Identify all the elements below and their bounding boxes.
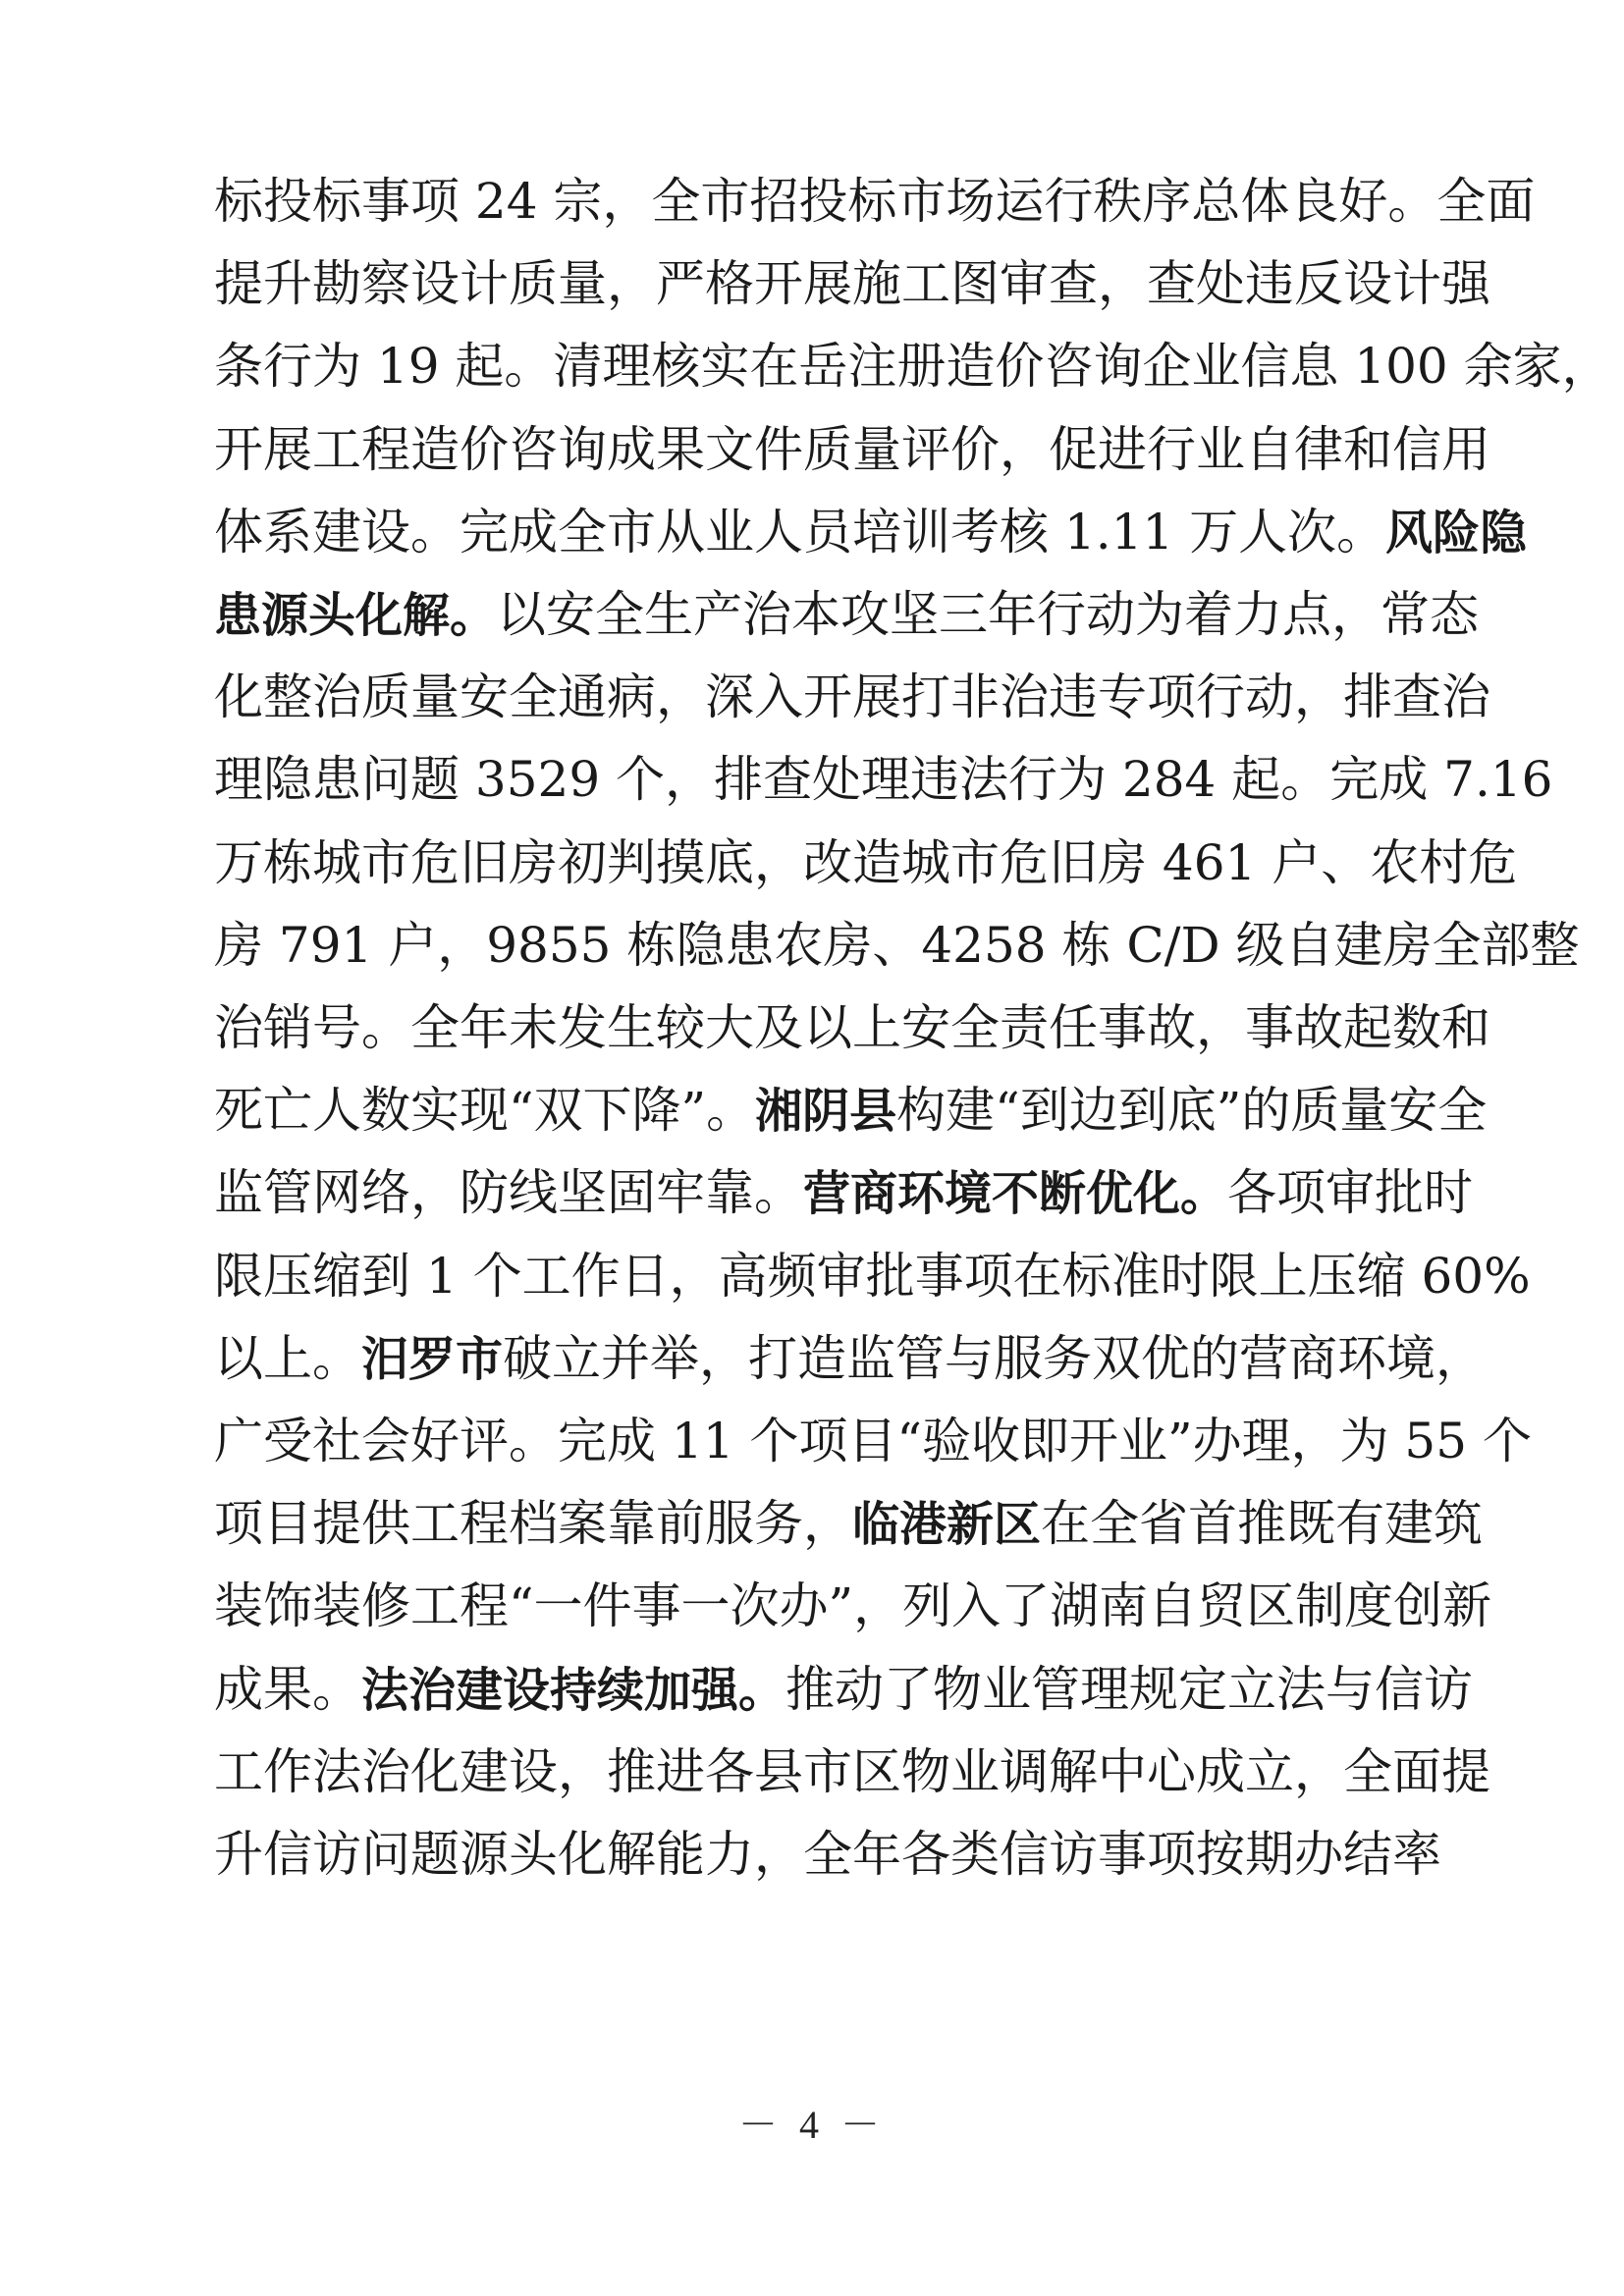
text-run: 装饰装修工程“一件事一次办”，列入了湖南自贸区制度创新 bbox=[214, 1577, 1492, 1635]
text-line bbox=[214, 1151, 1474, 1234]
text-run: 成果。 bbox=[214, 1660, 361, 1718]
text-line bbox=[214, 987, 1490, 1069]
text-line bbox=[214, 1482, 1484, 1565]
text-line bbox=[214, 408, 1490, 491]
bold-phrase: 营商环境不断优化。 bbox=[803, 1166, 1228, 1222]
text-run: 条行为 19 起。清理核实在岳注册造价咨询企业信息 100 余家， bbox=[214, 338, 1611, 396]
text-line bbox=[214, 573, 1480, 656]
text-line bbox=[214, 160, 1536, 242]
text-run: 以安全生产治本攻坚三年行动为着力点，常态 bbox=[497, 586, 1480, 643]
text-run: 推动了物业管理规定立法与信访 bbox=[785, 1660, 1474, 1718]
text-run: 在全省首推既有建筑 bbox=[1041, 1495, 1484, 1553]
text-run: 死亡人数实现“双下降”。 bbox=[214, 1082, 756, 1140]
text-line bbox=[214, 738, 1553, 821]
text-line bbox=[214, 1731, 1490, 1813]
text-line bbox=[214, 325, 1611, 407]
text-line bbox=[214, 491, 1528, 573]
text-run: 工作法治化建设，推进各县市区物业调解中心成立，全面提 bbox=[214, 1742, 1490, 1800]
text-line bbox=[214, 656, 1490, 738]
text-line bbox=[214, 822, 1518, 904]
bold-phrase: 临港新区 bbox=[852, 1497, 1042, 1553]
text-run: 广受社会好评。完成 11 个项目“验收即开业”办理，为 55 个 bbox=[214, 1413, 1532, 1469]
text-line bbox=[214, 1648, 1474, 1731]
text-run: 房 791 户，9855 栋隐患农房、4258 栋 C/D 级自建房全部整 bbox=[214, 916, 1580, 974]
text-run: 各项审批时 bbox=[1227, 1164, 1474, 1222]
text-run: 监管网络，防线坚固牢靠。 bbox=[214, 1164, 803, 1222]
text-run: 体系建设。完成全市从业人员培训考核 1.11 万人次。 bbox=[214, 503, 1386, 561]
bold-phrase: 汨罗市 bbox=[361, 1331, 504, 1387]
page-number: － 4 － bbox=[738, 2103, 886, 2147]
text-line bbox=[214, 1069, 1488, 1151]
text-run: 限压缩到 1 个工作日，高频审批事项在标准时限上压缩 60% bbox=[214, 1247, 1531, 1305]
bold-phrase: 风险隐 bbox=[1385, 505, 1528, 561]
text-run: 理隐患问题 3529 个，排查处理违法行为 284 起。完成 7.16 bbox=[214, 751, 1553, 809]
text-line bbox=[214, 1400, 1532, 1482]
text-run: 项目提供工程档案靠前服务， bbox=[214, 1495, 852, 1553]
text-run: 化整治质量安全通病，深入开展打非治违专项行动，排查治 bbox=[214, 668, 1490, 726]
bold-phrase: 湘阴县 bbox=[755, 1084, 897, 1140]
text-run: 以上。 bbox=[214, 1329, 361, 1387]
text-run: 提升勘察设计质量，严格开展施工图审查，查处违反设计强 bbox=[214, 255, 1490, 313]
text-run: 开展工程造价咨询成果文件质量评价，促进行业自律和信用 bbox=[214, 420, 1490, 478]
text-run: 治销号。全年未发生较大及以上安全责任事故，事故起数和 bbox=[214, 999, 1490, 1056]
text-run: 破立并举，打造监管与服务双优的营商环境， bbox=[503, 1329, 1486, 1387]
text-line bbox=[214, 904, 1580, 987]
bold-phrase: 患源头化解。 bbox=[214, 588, 498, 643]
text-run: 标投标事项 24 宗，全市招投标市场运行秩序总体良好。全面 bbox=[214, 173, 1536, 230]
text-line bbox=[214, 1235, 1531, 1317]
text-line bbox=[214, 1813, 1441, 1896]
text-line bbox=[214, 1565, 1492, 1647]
text-run: 万栋城市危旧房初判摸底，改造城市危旧房 461 户、农村危 bbox=[214, 833, 1518, 891]
text-line bbox=[214, 1317, 1486, 1400]
bold-phrase: 法治建设持续加强。 bbox=[361, 1662, 786, 1718]
text-line bbox=[214, 242, 1490, 325]
text-run: 升信访问题源头化解能力，全年各类信访事项按期办结率 bbox=[214, 1826, 1441, 1883]
text-run: 构建“到边到底”的质量安全 bbox=[896, 1082, 1488, 1140]
